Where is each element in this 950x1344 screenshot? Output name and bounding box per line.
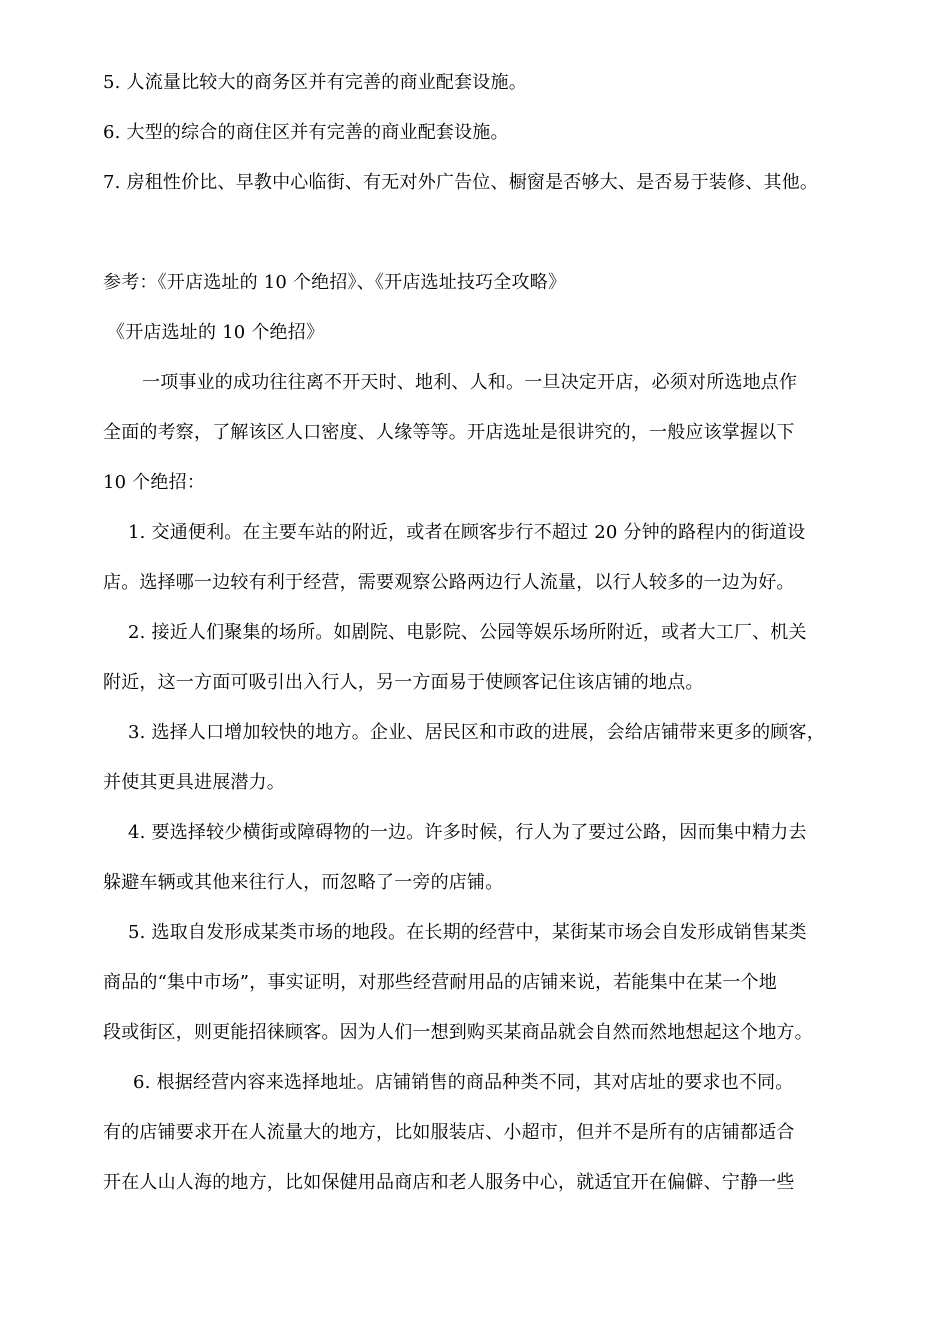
tip-5-line-3: 段或街区，则更能招徕顾客。因为人们一想到购买某商品就会自然而然地想起这个地方。 bbox=[103, 1022, 813, 1043]
tip-3-line-2: 并使其更具进展潜力。 bbox=[103, 772, 285, 793]
tip-2-line-1: 2. 接近人们聚集的场所。如剧院、电影院、公园等娱乐场所附近，或者大工厂、机关 bbox=[128, 622, 807, 643]
tip-6-line-3: 开在人山人海的地方，比如保健用品商店和老人服务中心，就适宜开在偏僻、宁静一些 bbox=[103, 1172, 795, 1193]
tip-6-line-2: 有的店铺要求开在人流量大的地方，比如服装店、小超市，但并不是所有的店铺都适合 bbox=[103, 1122, 795, 1143]
tip-4-line-2: 躲避车辆或其他来往行人，而忽略了一旁的店铺。 bbox=[103, 872, 504, 893]
intro-line-3: 10 个绝招： bbox=[103, 472, 206, 493]
tip-6-line-1: 6. 根据经营内容来选择地址。店铺销售的商品种类不同，其对店址的要求也不同。 bbox=[133, 1072, 794, 1093]
intro-line-2: 全面的考察，了解该区人口密度、人缘等等。开店选址是很讲究的，一般应该掌握以下 bbox=[103, 422, 795, 443]
tip-5-line-1: 5. 选取自发形成某类市场的地段。在长期的经营中，某街某市场会自发形成销售某类 bbox=[128, 922, 807, 943]
tip-5-line-2: 商品的“集中市场”，事实证明，对那些经营耐用品的店铺来说，若能集中在某一个地 bbox=[103, 972, 778, 993]
list-item-7: 7. 房租性价比、早教中心临街、有无对外广告位、橱窗是否够大、是否易于装修、其他。 bbox=[103, 172, 819, 193]
list-item-6: 6. 大型的综合的商住区并有完善的商业配套设施。 bbox=[103, 122, 509, 143]
article-title: 《开店选址的 10 个绝招》 bbox=[107, 322, 325, 343]
reference-line: 参考：《开店选址的 10 个绝招》、《开店选址技巧全攻略》 bbox=[103, 272, 567, 293]
tip-1-line-1: 1. 交通便利。在主要车站的附近，或者在顾客步行不超过 20 分钟的路程内的街道设 bbox=[128, 522, 806, 543]
tip-3-line-1: 3. 选择人口增加较快的地方。企业、居民区和市政的进展，会给店铺带来更多的顾客， bbox=[128, 722, 825, 743]
intro-line-1: 一项事业的成功往往离不开天时、地利、人和。一旦决定开店，必须对所选地点作 bbox=[142, 372, 798, 393]
tip-2-line-2: 附近，这一方面可吸引出入行人，另一方面易于使顾客记住该店铺的地点。 bbox=[103, 672, 704, 693]
list-item-5: 5. 人流量比较大的商务区并有完善的商业配套设施。 bbox=[103, 72, 527, 93]
tip-1-line-2: 店。选择哪一边较有利于经营，需要观察公路两边行人流量，以行人较多的一边为好。 bbox=[103, 572, 795, 593]
tip-4-line-1: 4. 要选择较少横街或障碍物的一边。许多时候，行人为了要过公路，因而集中精力去 bbox=[128, 822, 807, 843]
